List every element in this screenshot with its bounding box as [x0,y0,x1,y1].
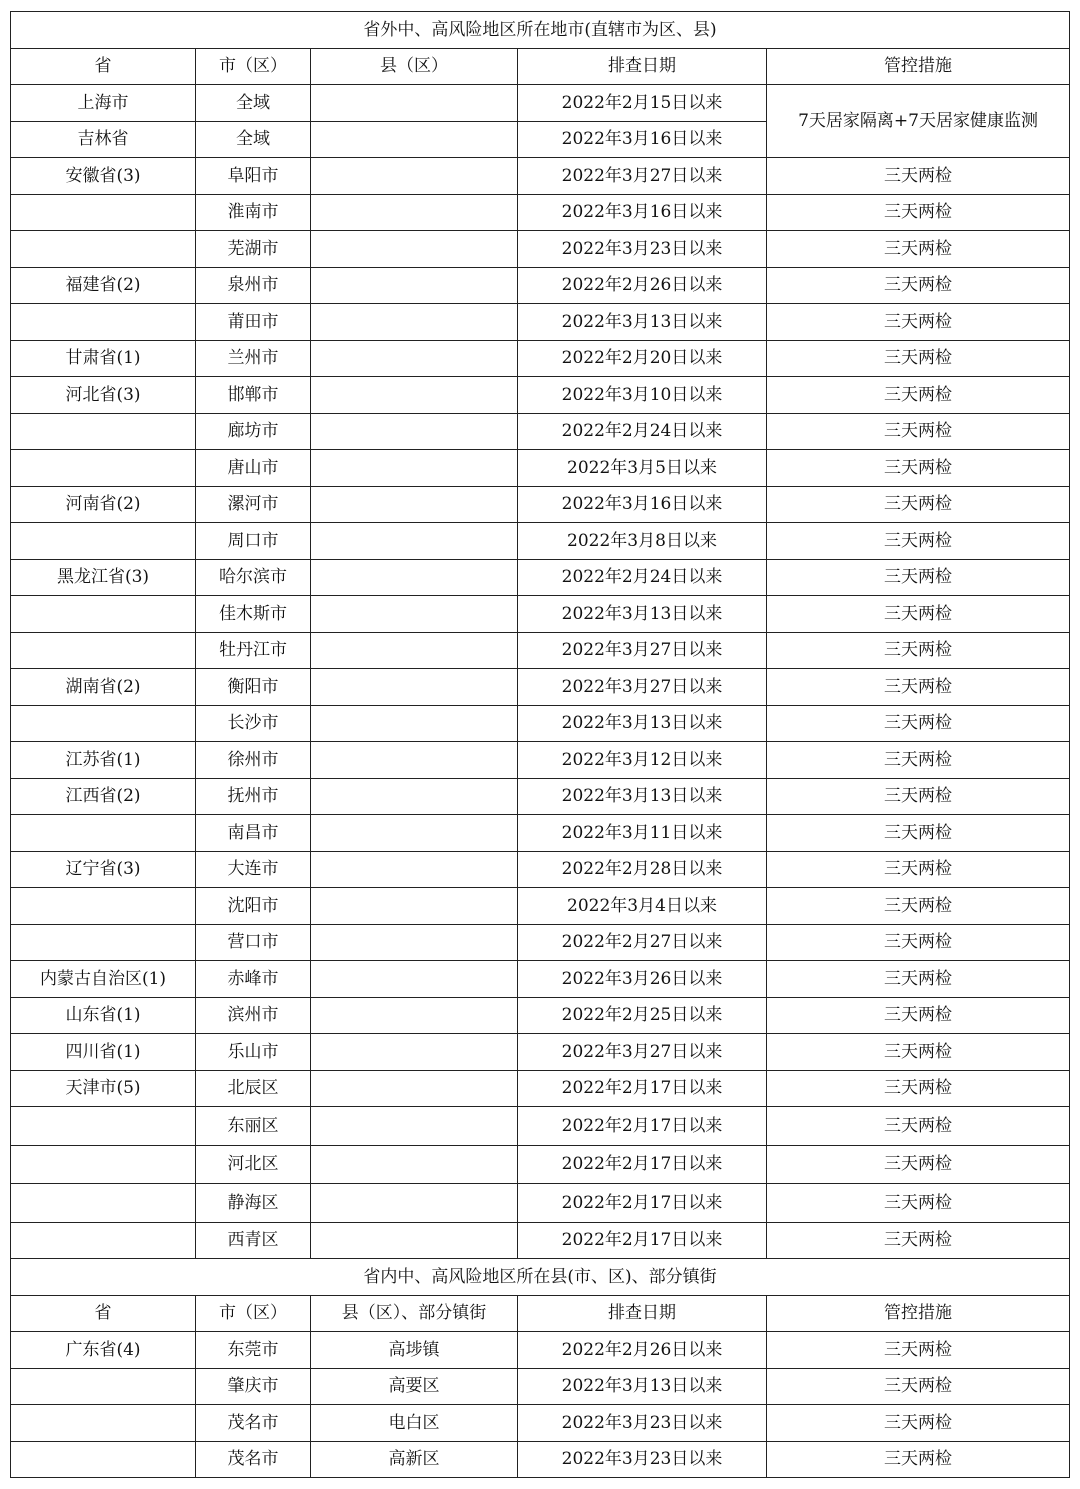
date-cell: 2022年3月13日以来 [518,778,767,815]
table-row [11,632,1070,669]
date-cell: 2022年3月13日以来 [518,1368,767,1405]
table-row [11,1034,1070,1071]
date-cell: 2022年2月26日以来 [518,267,767,304]
province-cell [11,815,196,852]
county-cell [311,450,518,487]
table-row [11,486,1070,523]
date-cell: 2022年3月12日以来 [518,742,767,779]
city-cell: 河北区 [196,1145,311,1184]
column-header: 排查日期 [518,48,767,85]
table-row [11,267,1070,304]
date-cell: 2022年3月27日以来 [518,632,767,669]
city-cell: 泉州市 [196,267,311,304]
date-cell: 2022年3月11日以来 [518,815,767,852]
county-cell [311,523,518,560]
column-header: 省 [11,48,196,85]
date-cell: 2022年3月13日以来 [518,705,767,742]
city-cell: 抚州市 [196,778,311,815]
county-cell [311,596,518,633]
table-row [11,1184,1070,1223]
date-cell: 2022年2月24日以来 [518,559,767,596]
date-cell: 2022年3月13日以来 [518,304,767,341]
table-row [11,1145,1070,1184]
city-cell: 大连市 [196,851,311,888]
date-cell: 2022年3月27日以来 [518,158,767,195]
date-cell: 2022年3月27日以来 [518,669,767,706]
county-cell [311,194,518,231]
date-cell: 2022年3月26日以来 [518,961,767,998]
date-cell: 2022年3月10日以来 [518,377,767,414]
table-row [11,778,1070,815]
province-cell [11,1107,196,1146]
province-cell: 吉林省 [11,121,196,158]
date-cell: 2022年3月16日以来 [518,121,767,158]
city-cell: 茂名市 [196,1441,311,1478]
county-cell [311,1222,518,1259]
province-cell: 广东省(4) [11,1332,196,1369]
measure-cell: 三天两检 [767,1107,1070,1146]
city-cell: 沈阳市 [196,888,311,925]
table-row [11,1441,1070,1478]
city-cell: 佳木斯市 [196,596,311,633]
date-cell: 2022年3月16日以来 [518,486,767,523]
table-row [11,377,1070,414]
city-cell: 滨州市 [196,997,311,1034]
city-cell: 南昌市 [196,815,311,852]
city-cell: 乐山市 [196,1034,311,1071]
city-cell: 周口市 [196,523,311,560]
county-cell [311,961,518,998]
county-cell: 高要区 [311,1368,518,1405]
city-cell: 漯河市 [196,486,311,523]
section-title-2: 省内中、高风险地区所在县(市、区)、部分镇街 [11,1259,1070,1296]
measure-cell: 三天两检 [767,596,1070,633]
county-cell [311,413,518,450]
date-cell: 2022年3月23日以来 [518,1441,767,1478]
date-cell: 2022年3月13日以来 [518,596,767,633]
province-cell [11,1145,196,1184]
county-cell [311,158,518,195]
date-cell: 2022年2月27日以来 [518,924,767,961]
province-cell [11,450,196,487]
county-cell: 高埗镇 [311,1332,518,1369]
city-cell: 北辰区 [196,1070,311,1107]
province-cell: 四川省(1) [11,1034,196,1071]
date-cell: 2022年2月17日以来 [518,1070,767,1107]
city-cell: 全域 [196,121,311,158]
province-cell: 江苏省(1) [11,742,196,779]
table-row [11,523,1070,560]
city-cell: 茂名市 [196,1405,311,1442]
table-row [11,1332,1070,1369]
county-cell [311,340,518,377]
table-row [11,1107,1070,1146]
measure-cell: 三天两检 [767,1441,1070,1478]
province-cell: 上海市 [11,85,196,122]
date-cell: 2022年2月28日以来 [518,851,767,888]
date-cell: 2022年2月15日以来 [518,85,767,122]
table-row [11,742,1070,779]
province-cell: 天津市(5) [11,1070,196,1107]
province-cell [11,596,196,633]
county-cell [311,231,518,268]
table-row [11,304,1070,341]
measure-cell: 三天两检 [767,1070,1070,1107]
measure-cell: 三天两检 [767,559,1070,596]
measure-cell: 三天两检 [767,1034,1070,1071]
measure-cell: 三天两检 [767,1145,1070,1184]
date-cell: 2022年3月8日以来 [518,523,767,560]
date-cell: 2022年3月27日以来 [518,1034,767,1071]
county-cell [311,121,518,158]
county-cell [311,267,518,304]
county-cell [311,815,518,852]
county-cell [311,997,518,1034]
city-cell: 徐州市 [196,742,311,779]
table-row [11,888,1070,925]
date-cell: 2022年2月20日以来 [518,340,767,377]
measure-cell: 三天两检 [767,742,1070,779]
measure-cell: 三天两检 [767,1222,1070,1259]
city-cell: 衡阳市 [196,669,311,706]
measure-cell: 三天两检 [767,669,1070,706]
date-cell: 2022年3月16日以来 [518,194,767,231]
table-row [11,559,1070,596]
column-header: 市（区） [196,1295,311,1332]
column-header: 县（区） [311,48,518,85]
date-cell: 2022年2月17日以来 [518,1184,767,1223]
county-cell [311,304,518,341]
county-cell [311,1184,518,1223]
city-cell: 兰州市 [196,340,311,377]
province-cell [11,1222,196,1259]
measure-cell: 三天两检 [767,523,1070,560]
province-cell [11,1405,196,1442]
measure-cell: 三天两检 [767,1368,1070,1405]
merged-measure-cell: 7天居家隔离+7天居家健康监测 [767,85,1070,158]
county-cell [311,705,518,742]
table-row [11,924,1070,961]
city-cell: 肇庆市 [196,1368,311,1405]
province-cell: 内蒙古自治区(1) [11,961,196,998]
county-cell [311,851,518,888]
date-cell: 2022年3月23日以来 [518,1405,767,1442]
county-cell [311,85,518,122]
province-cell [11,924,196,961]
measure-cell: 三天两检 [767,815,1070,852]
measure-cell: 三天两检 [767,377,1070,414]
measure-cell: 三天两检 [767,705,1070,742]
measure-cell: 三天两检 [767,1332,1070,1369]
column-header: 市（区） [196,48,311,85]
measure-cell: 三天两检 [767,413,1070,450]
county-cell [311,632,518,669]
province-cell [11,523,196,560]
date-cell: 2022年2月25日以来 [518,997,767,1034]
county-cell [311,1145,518,1184]
table-row [11,1368,1070,1405]
column-header: 管控措施 [767,48,1070,85]
column-header: 省 [11,1295,196,1332]
county-cell [311,486,518,523]
city-cell: 莆田市 [196,304,311,341]
province-cell [11,888,196,925]
table-row [11,1070,1070,1107]
measure-cell: 三天两检 [767,961,1070,998]
city-cell: 东丽区 [196,1107,311,1146]
table-row [11,413,1070,450]
table-row [11,997,1070,1034]
date-cell: 2022年3月4日以来 [518,888,767,925]
table-row [11,669,1070,706]
date-cell: 2022年2月26日以来 [518,1332,767,1369]
date-cell: 2022年2月17日以来 [518,1107,767,1146]
table-row [11,596,1070,633]
table-row [11,1222,1070,1259]
county-cell [311,669,518,706]
measure-cell: 三天两检 [767,304,1070,341]
city-cell: 芜湖市 [196,231,311,268]
province-cell [11,231,196,268]
measure-cell: 三天两检 [767,450,1070,487]
column-header: 排查日期 [518,1295,767,1332]
city-cell: 静海区 [196,1184,311,1223]
county-cell: 电白区 [311,1405,518,1442]
measure-cell: 三天两检 [767,267,1070,304]
measure-cell: 三天两检 [767,1405,1070,1442]
measure-cell: 三天两检 [767,924,1070,961]
table-row [11,158,1070,195]
header-row [11,1295,1070,1332]
table-row [11,194,1070,231]
province-cell [11,1184,196,1223]
province-cell: 辽宁省(3) [11,851,196,888]
risk-area-table [10,11,1070,1478]
column-header: 管控措施 [767,1295,1070,1332]
province-cell: 甘肃省(1) [11,340,196,377]
city-cell: 唐山市 [196,450,311,487]
measure-cell: 三天两检 [767,632,1070,669]
county-cell [311,778,518,815]
measure-cell: 三天两检 [767,340,1070,377]
date-cell: 2022年2月17日以来 [518,1145,767,1184]
city-cell: 淮南市 [196,194,311,231]
city-cell: 阜阳市 [196,158,311,195]
city-cell: 廊坊市 [196,413,311,450]
table-row [11,85,1070,122]
province-cell [11,304,196,341]
county-cell [311,559,518,596]
county-cell [311,888,518,925]
province-cell: 湖南省(2) [11,669,196,706]
province-cell: 福建省(2) [11,267,196,304]
city-cell: 营口市 [196,924,311,961]
province-cell: 河南省(2) [11,486,196,523]
city-cell: 赤峰市 [196,961,311,998]
county-cell [311,924,518,961]
county-cell [311,1034,518,1071]
county-cell [311,742,518,779]
table-row [11,815,1070,852]
date-cell: 2022年3月5日以来 [518,450,767,487]
city-cell: 西青区 [196,1222,311,1259]
date-cell: 2022年3月23日以来 [518,231,767,268]
measure-cell: 三天两检 [767,1184,1070,1223]
county-cell: 高新区 [311,1441,518,1478]
table-row [11,1405,1070,1442]
province-cell [11,1368,196,1405]
city-cell: 哈尔滨市 [196,559,311,596]
table-row [11,340,1070,377]
table-row [11,450,1070,487]
city-cell: 全域 [196,85,311,122]
county-cell [311,1107,518,1146]
column-header: 县（区）、部分镇街 [311,1295,518,1332]
county-cell [311,1070,518,1107]
measure-cell: 三天两检 [767,231,1070,268]
measure-cell: 三天两检 [767,194,1070,231]
table-row [11,231,1070,268]
province-cell: 河北省(3) [11,377,196,414]
county-cell [311,377,518,414]
measure-cell: 三天两检 [767,486,1070,523]
header-row [11,48,1070,85]
province-cell: 安徽省(3) [11,158,196,195]
province-cell: 江西省(2) [11,778,196,815]
measure-cell: 三天两检 [767,158,1070,195]
city-cell: 东莞市 [196,1332,311,1369]
province-cell [11,413,196,450]
measure-cell: 三天两检 [767,997,1070,1034]
date-cell: 2022年2月17日以来 [518,1222,767,1259]
city-cell: 牡丹江市 [196,632,311,669]
city-cell: 长沙市 [196,705,311,742]
table-body [11,12,1070,1478]
risk-area-document [10,11,1069,1478]
date-cell: 2022年2月24日以来 [518,413,767,450]
province-cell [11,705,196,742]
province-cell [11,1441,196,1478]
table-row [11,961,1070,998]
province-cell: 黑龙江省(3) [11,559,196,596]
table-row [11,851,1070,888]
province-cell: 山东省(1) [11,997,196,1034]
city-cell: 邯郸市 [196,377,311,414]
section-title: 省外中、高风险地区所在地市(直辖市为区、县) [11,12,1070,49]
province-cell [11,194,196,231]
measure-cell: 三天两检 [767,851,1070,888]
measure-cell: 三天两检 [767,888,1070,925]
province-cell [11,632,196,669]
table-row [11,705,1070,742]
measure-cell: 三天两检 [767,778,1070,815]
